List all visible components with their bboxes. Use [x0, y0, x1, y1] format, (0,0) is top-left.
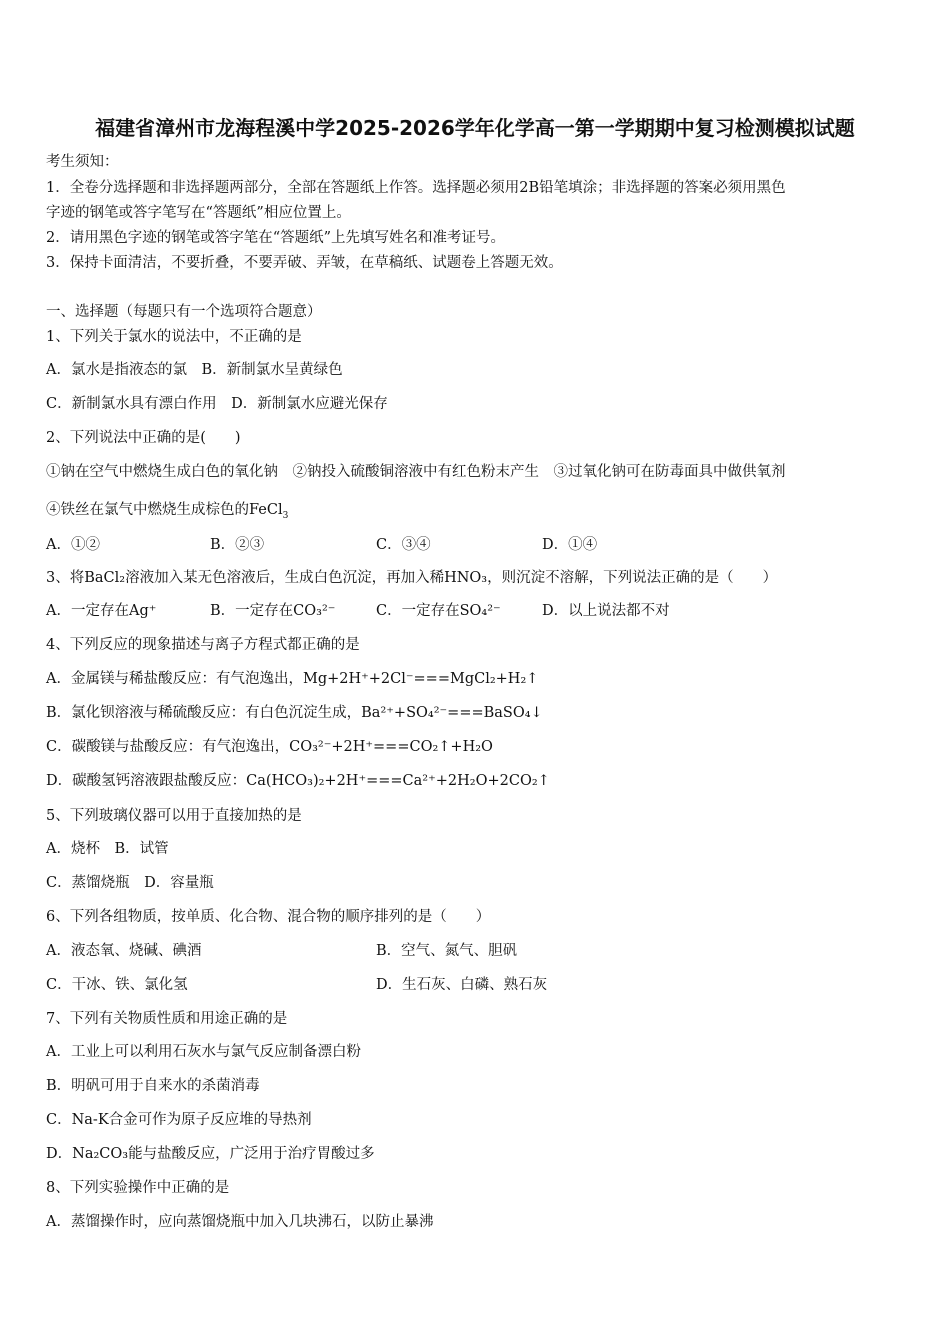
question-4-option-c: C．碳酸镁与盐酸反应：有气泡逸出，CO₃²⁻+2H⁺===CO₂↑+H₂O: [46, 739, 493, 755]
notice-item-1-line-1: 1．全卷分选择题和非选择题两部分，全部在答题纸上作答。选择题必须用2B铅笔填涂；非选择题的答案必须用黑色: [46, 180, 786, 196]
question-8-stem: 8、下列实验操作中正确的是: [46, 1180, 230, 1196]
question-1-options-cd: C．新制氯水具有漂白作用 D．新制氯水应避光保存: [46, 396, 388, 412]
question-1-stem: 1、下列关于氯水的说法中，不正确的是: [46, 329, 302, 345]
question-6-stem: 6、下列各组物质，按单质、化合物、混合物的顺序排列的是（ ）: [46, 909, 491, 925]
question-6-option-b: B．空气、氮气、胆矾: [376, 943, 518, 959]
question-7-stem: 7、下列有关物质性质和用途正确的是: [46, 1011, 288, 1027]
question-2-statements-1-3: ①钠在空气中燃烧生成白色的氧化钠 ②钠投入硫酸铜溶液中有红色粉末产生 ③过氧化钠可在防毒面具中做供氧剂: [46, 464, 786, 480]
question-4-stem: 4、下列反应的现象描述与离子方程式都正确的是: [46, 637, 360, 653]
question-6-option-a: A．液态氧、烧碱、碘酒: [46, 943, 202, 959]
question-2-option-b: B．②③: [210, 537, 265, 553]
notice-heading: 考生须知：: [46, 154, 119, 170]
question-6-option-d: D．生石灰、白磷、熟石灰: [376, 977, 548, 993]
question-2-option-c: C．③④: [376, 537, 431, 553]
question-4-option-a: A．金属镁与稀盐酸反应：有气泡逸出，Mg+2H⁺+2Cl⁻===MgCl₂+H₂↑: [46, 671, 539, 687]
question-2-stem: 2、下列说法中正确的是( ): [46, 430, 241, 446]
question-2-statement-4: [46, 500, 288, 520]
question-4-option-b: B．氯化钡溶液与稀硫酸反应：有白色沉淀生成，Ba²⁺+SO₄²⁻===BaSO₄↓: [46, 705, 543, 721]
notice-item-3: 3．保持卡面清洁，不要折叠，不要弄破、弄皱，在草稿纸、试题卷上答题无效。: [46, 255, 563, 271]
question-2-statement-4-text: ④铁丝在氯气中燃烧生成棕色的FeCl: [46, 502, 283, 518]
question-3-option-d: D．以上说法都不对: [542, 603, 670, 619]
page-title: 福建省漳州市龙海程溪中学2025-2026学年化学高一第一学期期中复习检测模拟试题: [95, 116, 855, 140]
question-3-option-b: B．一定存在CO₃²⁻: [210, 603, 336, 619]
question-3-option-c: C．一定存在SO₄²⁻: [376, 603, 501, 619]
question-1-options-ab: A．氯水是指液态的氯 B．新制氯水呈黄绿色: [46, 362, 343, 378]
question-5-stem: 5、下列玻璃仪器可以用于直接加热的是: [46, 808, 302, 824]
question-8-option-a: A．蒸馏操作时，应向蒸馏烧瓶中加入几块沸石，以防止暴沸: [46, 1214, 434, 1230]
question-5-options-ab: A．烧杯 B．试管: [46, 841, 169, 857]
question-6-option-c: C．干冰、铁、氯化氢: [46, 977, 188, 993]
question-2-option-a: A．①②: [46, 537, 100, 553]
question-2-option-d: D．①④: [542, 537, 598, 553]
question-7-option-d: D．Na₂CO₃能与盐酸反应，广泛用于治疗胃酸过多: [46, 1146, 375, 1162]
question-7-option-b: B．明矾可用于自来水的杀菌消毒: [46, 1078, 260, 1094]
question-3-option-a: A．一定存在Ag⁺: [46, 603, 157, 619]
question-2-statement-4-subscript: 3: [282, 510, 289, 521]
question-3-stem: 3、将BaCl₂溶液加入某无色溶液后，生成白色沉淀，再加入稀HNO₃，则沉淀不溶解，下列说法正确的是（ ）: [46, 570, 778, 586]
notice-item-2: 2．请用黑色字迹的钢笔或答字笔在“答题纸”上先填写姓名和准考证号。: [46, 230, 506, 246]
question-7-option-c: C．Na-K合金可作为原子反应堆的导热剂: [46, 1112, 312, 1128]
question-7-option-a: A．工业上可以利用石灰水与氯气反应制备漂白粉: [46, 1044, 361, 1060]
question-4-option-d: D．碳酸氢钙溶液跟盐酸反应：Ca(HCO₃)₂+2H⁺===Ca²⁺+2H₂O+2CO₂↑: [46, 773, 550, 789]
section-heading: 一、选择题（每题只有一个选项符合题意）: [46, 304, 322, 320]
question-5-options-cd: C．蒸馏烧瓶 D．容量瓶: [46, 875, 214, 891]
notice-item-1-line-2: 字迹的钢笔或答字笔写在“答题纸”相应位置上。: [46, 205, 351, 221]
